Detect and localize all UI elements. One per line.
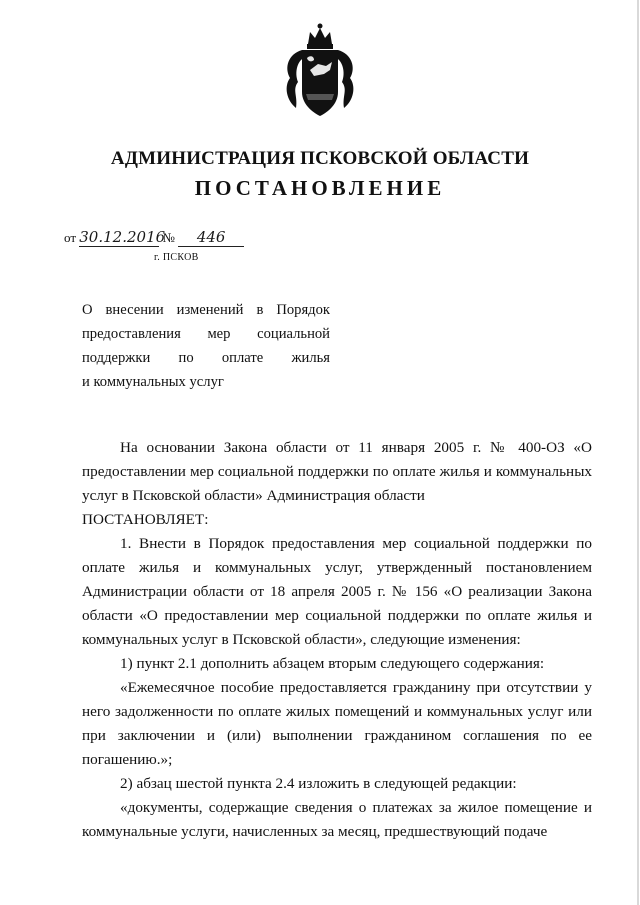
- subject-line: О внесении изменений в Порядок: [82, 302, 330, 318]
- number-prefix: №: [162, 230, 175, 245]
- body-paragraph: «документы, содержащие сведения о платежах за жилое помещение и коммунальные услуги, начисленных за месяц, предшествующий подаче: [82, 799, 592, 840]
- document-body: [82, 436, 592, 844]
- body-paragraph: 1. Внести в Порядок предоставления мер социальной поддержки по оплате жилья и коммунальных услуг, утвержденный постановлением Администрации области от 18 апреля 2005 г. № 156 «О реализации Закона области «О предоставлении мер социальной поддержки по оплате жилья и коммунальных услуг в Псковской области», следующие изменения:: [82, 535, 592, 648]
- city-label: г. ПСКОВ: [154, 252, 199, 263]
- body-paragraph: «Ежемесячное пособие предоставляется гражданину при отсутствии у него задолженности по оплате жилых помещений и коммунальных услуг или при заключении и (или) выполнении гражданином соглашения по ее погашению.»;: [82, 679, 592, 768]
- page-edge: [637, 0, 639, 905]
- pskov-coat-of-arms-icon: [280, 20, 360, 120]
- number-field: [178, 228, 244, 247]
- date-field: [79, 228, 166, 247]
- document-type-title: ПОСТАНОВЛЕНИЕ: [194, 176, 446, 200]
- subject-line: предоставления мер социальной: [82, 326, 330, 342]
- body-paragraph: 1) пункт 2.1 дополнить абзацем вторым следующего содержания:: [120, 655, 545, 672]
- body-paragraph-resolves: ПОСТАНОВЛЯЕТ:: [82, 511, 209, 528]
- number-value: 446: [196, 228, 226, 246]
- subject-line: поддержки по оплате жилья: [82, 350, 330, 366]
- date-number-line: [64, 228, 244, 247]
- date-prefix: от: [64, 230, 77, 245]
- body-paragraph: На основании Закона области от 11 января 2005 г. № 400-ОЗ «О предоставлении мер социальной поддержки по оплате жилья и коммунальных услуг в Псковской области» Администрация области: [82, 439, 592, 504]
- subject-line: и коммунальных услуг: [82, 374, 224, 390]
- organization-title: АДМИНИСТРАЦИЯ ПСКОВСКОЙ ОБЛАСТИ: [110, 148, 530, 169]
- body-paragraph: 2) абзац шестой пункта 2.4 изложить в следующей редакции:: [120, 775, 517, 792]
- date-value: 30.12.2016: [79, 228, 166, 246]
- document-subject: [82, 298, 330, 394]
